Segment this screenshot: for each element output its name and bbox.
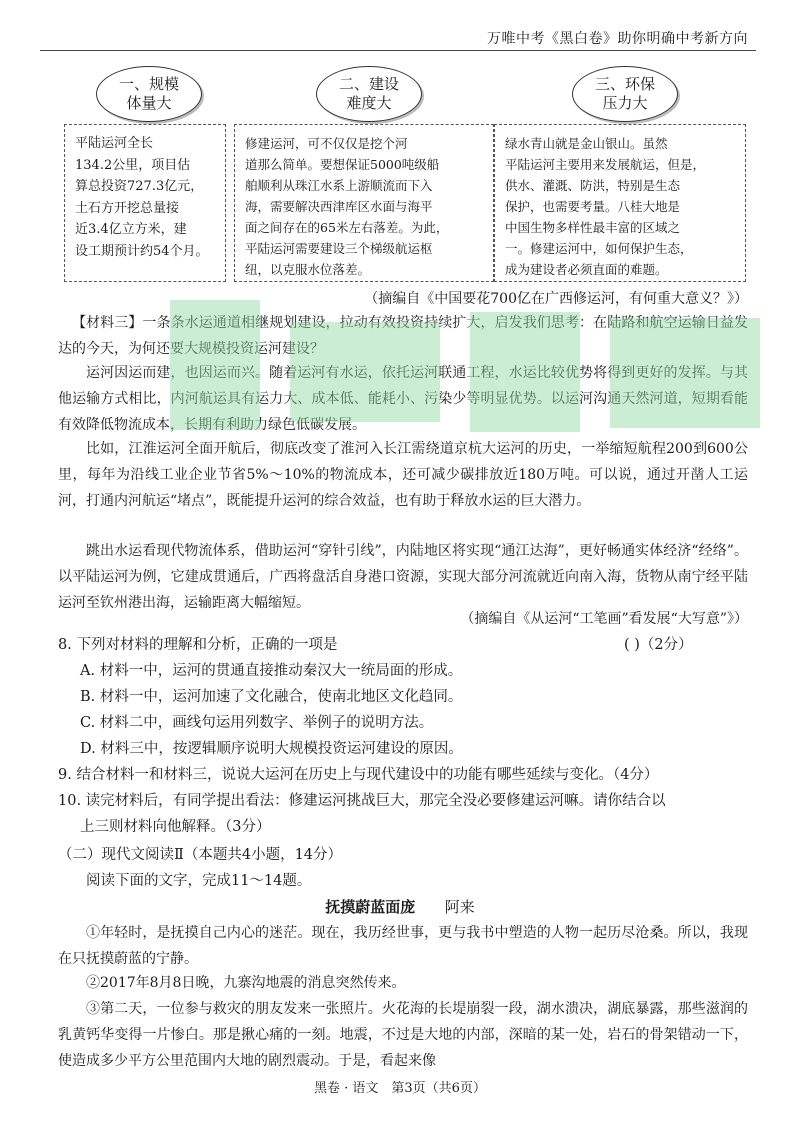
box-scale-text: 平陆运河全长 134.2公里，项目估 算总投资727.3亿元， 土石方开挖总量接 近3.4亿立方米，建 设工期预计约54个月。 bbox=[64, 124, 226, 282]
article-p3: ③第二天，一位参与救灾的朋友发来一张照片。火花海的长堤崩裂一段，湖水溃决，湖底暴露，那些滋润的乳黄钙华变得一片惨白。那是揪心痛的一刻。地震，不过是大地的内部，深暗的某一处，岩石的骨架错动一下，使造成多少平方公里范围内大地的剧烈震动。于是，看起来像 bbox=[58, 1001, 748, 1069]
brand-header: 万唯中考《黑白卷》助你明确中考新方向 bbox=[487, 31, 748, 47]
question-10-line1: 10. 读完材料后，有同学提出看法：修建运河挑战巨大，那完全没必要修建运河嘛。请你结合以 bbox=[58, 793, 666, 809]
question-10-line2: 上三则材料向他解释。（3分） bbox=[80, 819, 271, 835]
article-title-line bbox=[0, 894, 800, 920]
question-8-score: ( )（2分） bbox=[624, 637, 693, 653]
material3-lead: 【材料三】一条条水运通道相继规划建设，拉动有效投资持续扩大，启发我们思考：在陆路和航空运输日益发达的今天，为何还要大规模投资运河建设？ bbox=[58, 315, 748, 357]
option-b: B. 材料一中，运河加速了文化融合，使南北地区文化趋同。 bbox=[80, 689, 463, 705]
article-title: 抚摸蔚蓝面庞 bbox=[325, 898, 416, 916]
oval-scale: 一、规模 体量大 bbox=[96, 66, 202, 122]
watermark-shape bbox=[290, 322, 440, 422]
box-difficulty-text: 修建运河，可不仅仅是挖个河 道那么简单。要想保证5000吨级船 舶顺利从珠江水系上游顺流而下入 海，需要解决西津库区水面与海平 面之间存在的65米左右落差。为此， 平陆运河需要建设三个梯级航运枢 纽，以克服水位落差。 bbox=[234, 124, 494, 282]
section2-instruction: 阅读下面的文字，完成11～14题。 bbox=[86, 873, 312, 889]
material3-p3: 跳出水运看现代物流体系，借助运河“穿针引线”，内陆地区将实现“通江达海”，更好畅通实体经济“经络”。以平陆运河为例，它建成贯通后，广西将盘活自身港口资源，实现大部分河流就近向南入海，货物从南宁经平陆运河至钦州港出海，运输距离大幅缩短。 bbox=[58, 543, 748, 611]
header-divider bbox=[40, 50, 756, 51]
source-1: （摘编自《中国要花700亿在广西修运河，有何重大意义？》） bbox=[364, 291, 748, 307]
watermark-shape bbox=[610, 318, 760, 428]
article-p2: ②2017年8月8日晚，九寨沟地震的消息突然传来。 bbox=[86, 975, 406, 991]
material3-p1: 运河因运而建，也因运而兴。随着运河有水运，依托运河联通工程，水运比较优势将得到更好的发挥。与其他运输方式相比，内河航运具有运力大、成本低、能耗小、污染少等明显优势。以运河沟通天然河道，短期看能有效降低物流成本，长期有利助力绿色低碳发展。 bbox=[58, 365, 748, 433]
question-8: 8. 下列对材料的理解和分析，正确的一项是 bbox=[58, 637, 338, 653]
material3-p2: 比如，江淮运河全面开航后，彻底改变了淮河入长江需绕道京杭大运河的历史，一举缩短航程200到600公里，每年为沿线工业企业节省5%～10%的物流成本，还可减少碳排放近180万吨。可以说，通过开凿人工运河，打通内河航运“堵点”，既能提升运河的综合效益，也有助于释放水运的巨大潜力。 bbox=[58, 441, 748, 509]
article-author: 阿来 bbox=[444, 898, 475, 916]
oval-environment: 三、环保 压力大 bbox=[572, 66, 678, 122]
option-a: A. 材料一中，运河的贯通直接推动秦汉大一统局面的形成。 bbox=[80, 663, 463, 679]
box-environment-text: 绿水青山就是金山银山。虽然 平陆运河主要用来发展航运，但是， 供水、灌溉、防洪，特别是生态 保护，也需要考量。八桂大地是 中国生物多样性最丰富的区域之 一。修建运河中，如何保护生态， 成为建设者必须直面的难题。 bbox=[494, 124, 746, 282]
oval-difficulty: 二、建设 难度大 bbox=[316, 66, 422, 122]
section2-heading: （二）现代文阅读Ⅱ（本题共4小题，14分） bbox=[58, 847, 343, 863]
source-2: （摘编自《从运河“工笔画”看发展“大写意”》） bbox=[460, 611, 748, 627]
option-d: D. 材料三中，按逻辑顺序说明大规模投资运河建设的原因。 bbox=[80, 741, 463, 757]
watermark-shape bbox=[170, 300, 260, 430]
page-footer: 黑卷 · 语文 第3页（共6页） bbox=[314, 1081, 486, 1096]
question-9: 9. 结合材料一和材料三，说说大运河在历史上与现代建设中的功能有哪些延续与变化。（4分） bbox=[58, 767, 659, 783]
article-p1: ①年轻时，是抚摸自己内心的迷茫。现在，我历经世事，更与我书中塑造的人物一起历尽沧桑。所以，我现在只抚摸蔚蓝的宁静。 bbox=[58, 925, 748, 967]
watermark-shape bbox=[470, 312, 580, 432]
option-c: C. 材料二中，画线句运用列数字、举例子的说明方法。 bbox=[80, 715, 434, 731]
